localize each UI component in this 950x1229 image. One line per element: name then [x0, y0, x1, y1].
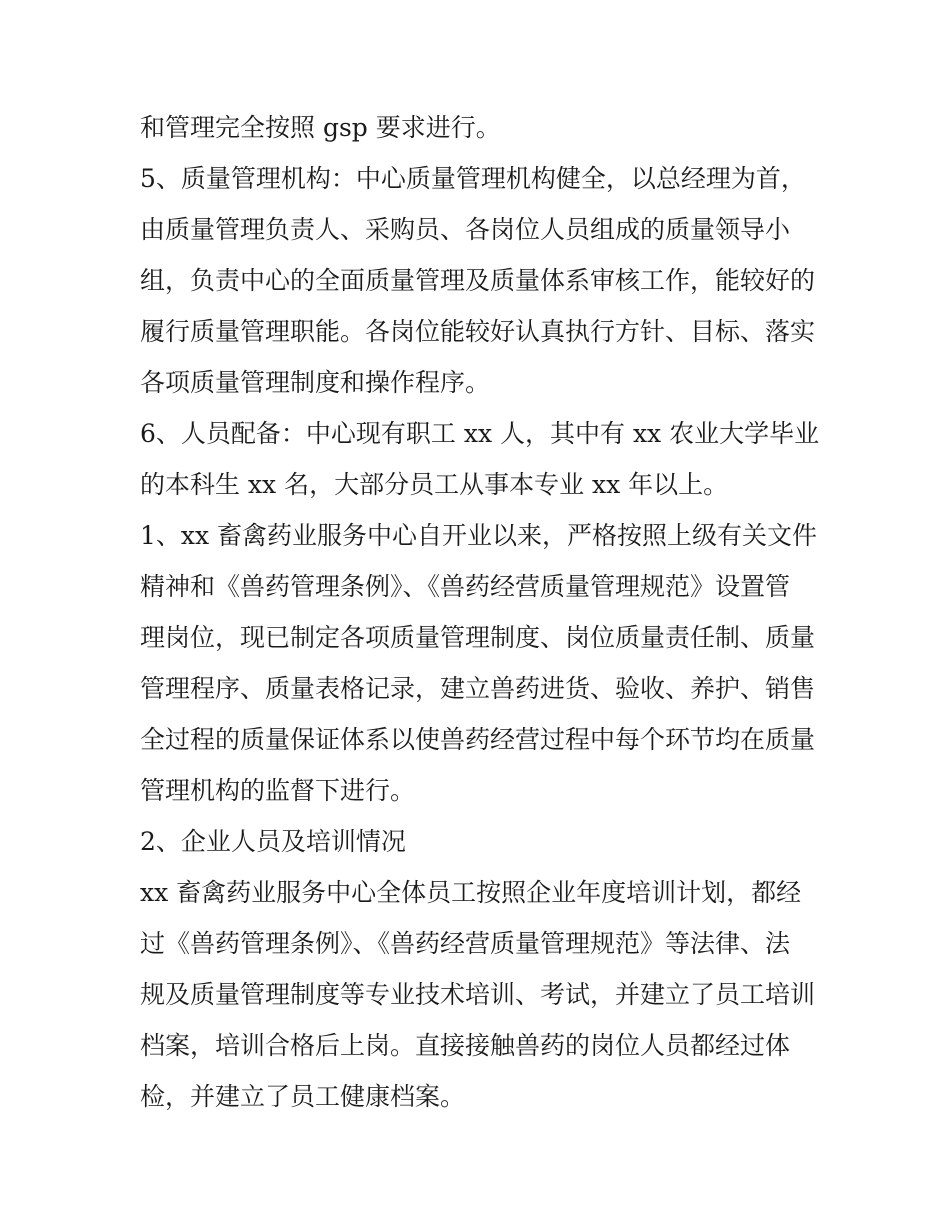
text-line: 管理机构的监督下进行。 [140, 776, 416, 805]
text-line: 的本科生 xx 名，大部分员工从事本专业 xx 年以上。 [140, 470, 729, 499]
text-line: 和管理完全按照 gsp 要求进行。 [140, 113, 501, 142]
text-line: 规及质量管理制度等专业技术培训、考试，并建立了员工培训 [140, 980, 816, 1009]
text-line: 组，负责中心的全面质量管理及质量体系审核工作，能较好的 [140, 266, 816, 295]
text-line: 全过程的质量保证体系以使兽药经营过程中每个环节均在质量 [140, 725, 816, 754]
text-line: 精神和《兽药管理条例》、《兽药经营质量管理规范》设置管 [140, 572, 791, 601]
text-line: 过《兽药管理条例》、《兽药经营质量管理规范》等法律、法 [140, 929, 791, 958]
text-line: 检，并建立了员工健康档案。 [140, 1082, 466, 1111]
text-line: xx 畜禽药业服务中心全体员工按照企业年度培训计划，都经 [140, 878, 802, 907]
text-line: 档案，培训合格后上岗。直接接触兽药的岗位人员都经过体 [140, 1031, 791, 1060]
text-line: 5、质量管理机构：中心质量管理机构健全，以总经理为首， [140, 164, 806, 193]
text-line: 由质量管理负责人、采购员、各岗位人员组成的质量领导小 [140, 215, 791, 244]
text-line: 2、企业人员及培训情况 [140, 827, 406, 856]
text-line: 各项质量管理制度和操作程序。 [140, 368, 491, 397]
text-line: 1、xx 畜禽药业服务中心自开业以来，严格按照上级有关文件 [140, 521, 818, 550]
text-line: 6、人员配备：中心现有职工 xx 人，其中有 xx 农业大学毕业 [140, 419, 820, 448]
document-body [140, 102, 820, 1122]
text-line: 履行质量管理职能。各岗位能较好认真执行方针、目标、落实 [140, 317, 816, 346]
text-line: 理岗位，现已制定各项质量管理制度、岗位质量责任制、质量 [140, 623, 816, 652]
text-line: 管理程序、质量表格记录，建立兽药进货、验收、养护、销售 [140, 674, 816, 703]
